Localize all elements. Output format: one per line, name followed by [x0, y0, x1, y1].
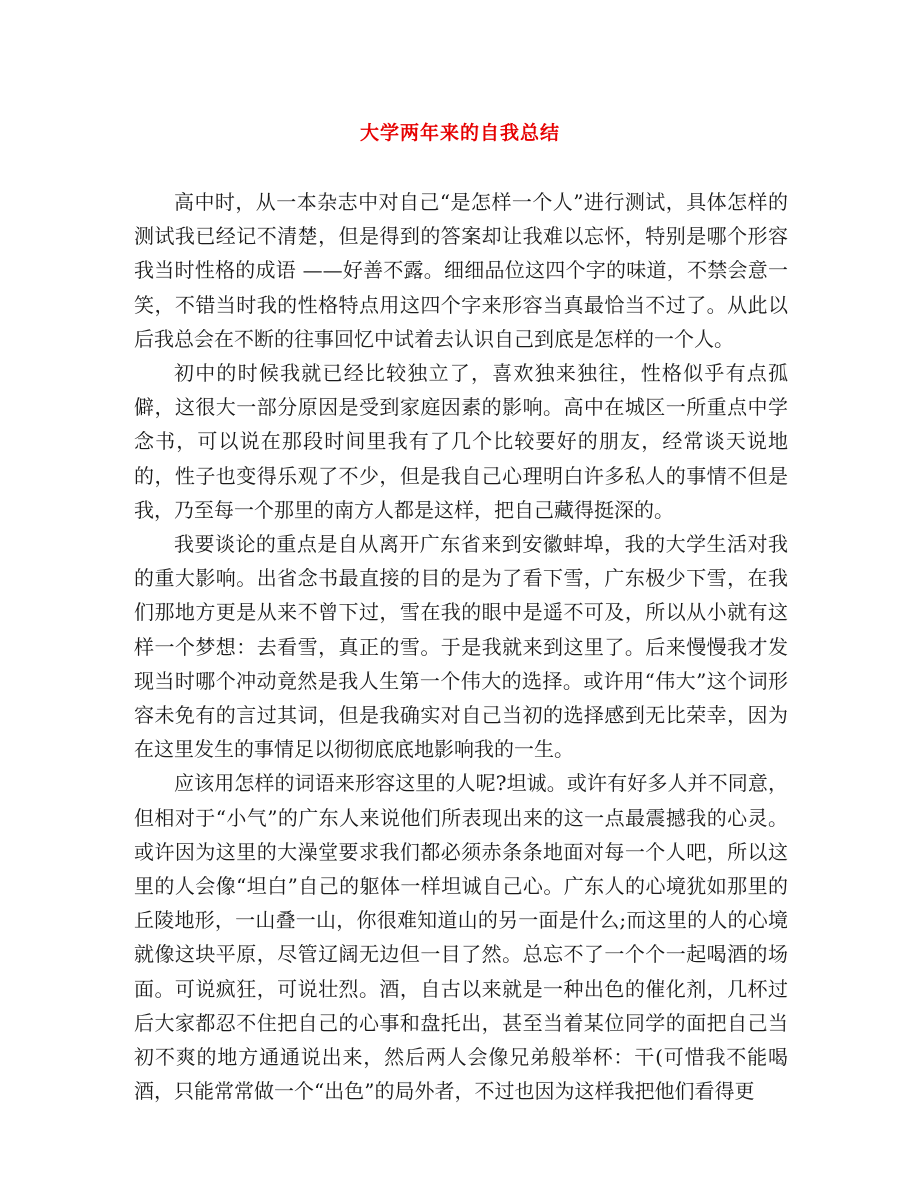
paragraph-3: 我要谈论的重点是自从离开广东省来到安徽蚌埠，我的大学生活对我的重大影响。出省念书最直接的目的是为了看下雪，广东极少下雪，在我们那地方更是从来不曾下过，雪在我的眼中是遥不可及，所以从小就有这样一个梦想：去看雪，真正的雪。于是我就来到这里了。后来慢慢我才发现当时哪个冲动竟然是我人生第一个伟大的选择。或许用“伟大”这个词形容未免有的言过其词，但是我确实对自己当初的选择感到无比荣幸，因为在这里发生的事情足以彻彻底底地影响我的一生。 — [134, 532, 788, 762]
paragraph-2: 初中的时候我就已经比较独立了，喜欢独来独往，性格似乎有点孤僻，这很大一部分原因是受到家庭因素的影响。高中在城区一所重点中学念书，可以说在那段时间里我有了几个比较要好的朋友，经常谈天说地的，性子也变得乐观了不少，但是我自己心理明白许多私人的事情不但是我，乃至每一个那里的南方人都是这样，把自己藏得挺深的。 — [134, 361, 788, 522]
paragraph-4: 应该用怎样的词语来形容这里的人呢?坦诚。或许有好多人并不同意，但相对于“小气”的广东人来说他们所表现出来的这一点最震撼我的心灵。或许因为这里的大澡堂要求我们都必须赤条条地面对每一个人吧，所以这里的人会像“坦白”自己的躯体一样坦诚自己心。广东人的心境犹如那里的丘陵地形，一山叠一山，你很难知道山的另一面是什么;而这里的人的心境就像这块平原，尽管辽阔无边但一目了然。总忘不了一个个一起喝酒的场面。可说疯狂，可说壮烈。酒，自古以来就是一种出色的催化剂，几杯过后大家都忍不住把自己的心事和盘托出，甚至当着某位同学的面把自己当初不爽的地方通通说出来，然后两人会像兄弟般举杯：干(可惜我不能喝酒，只能常常做一个“出色”的局外者，不过也因为这样我把他们看得更 — [134, 771, 788, 1104]
document-body — [134, 185, 788, 1108]
document-title: 大学两年来的自我总结 — [359, 122, 560, 144]
paragraph-1: 高中时，从一本杂志中对自己“是怎样一个人”进行测试，具体怎样的测试我已经记不清楚，但是得到的答案却让我难以忘怀，特别是哪个形容我当时性格的成语 ——好善不露。细细品位这四个字的味道，不禁会意一笑，不错当时我的性格特点用这四个字来形容当真最恰当不过了。从此以后我总会在不断的往事回忆中试着去认识自己到底是怎样的一个人。 — [134, 190, 788, 351]
